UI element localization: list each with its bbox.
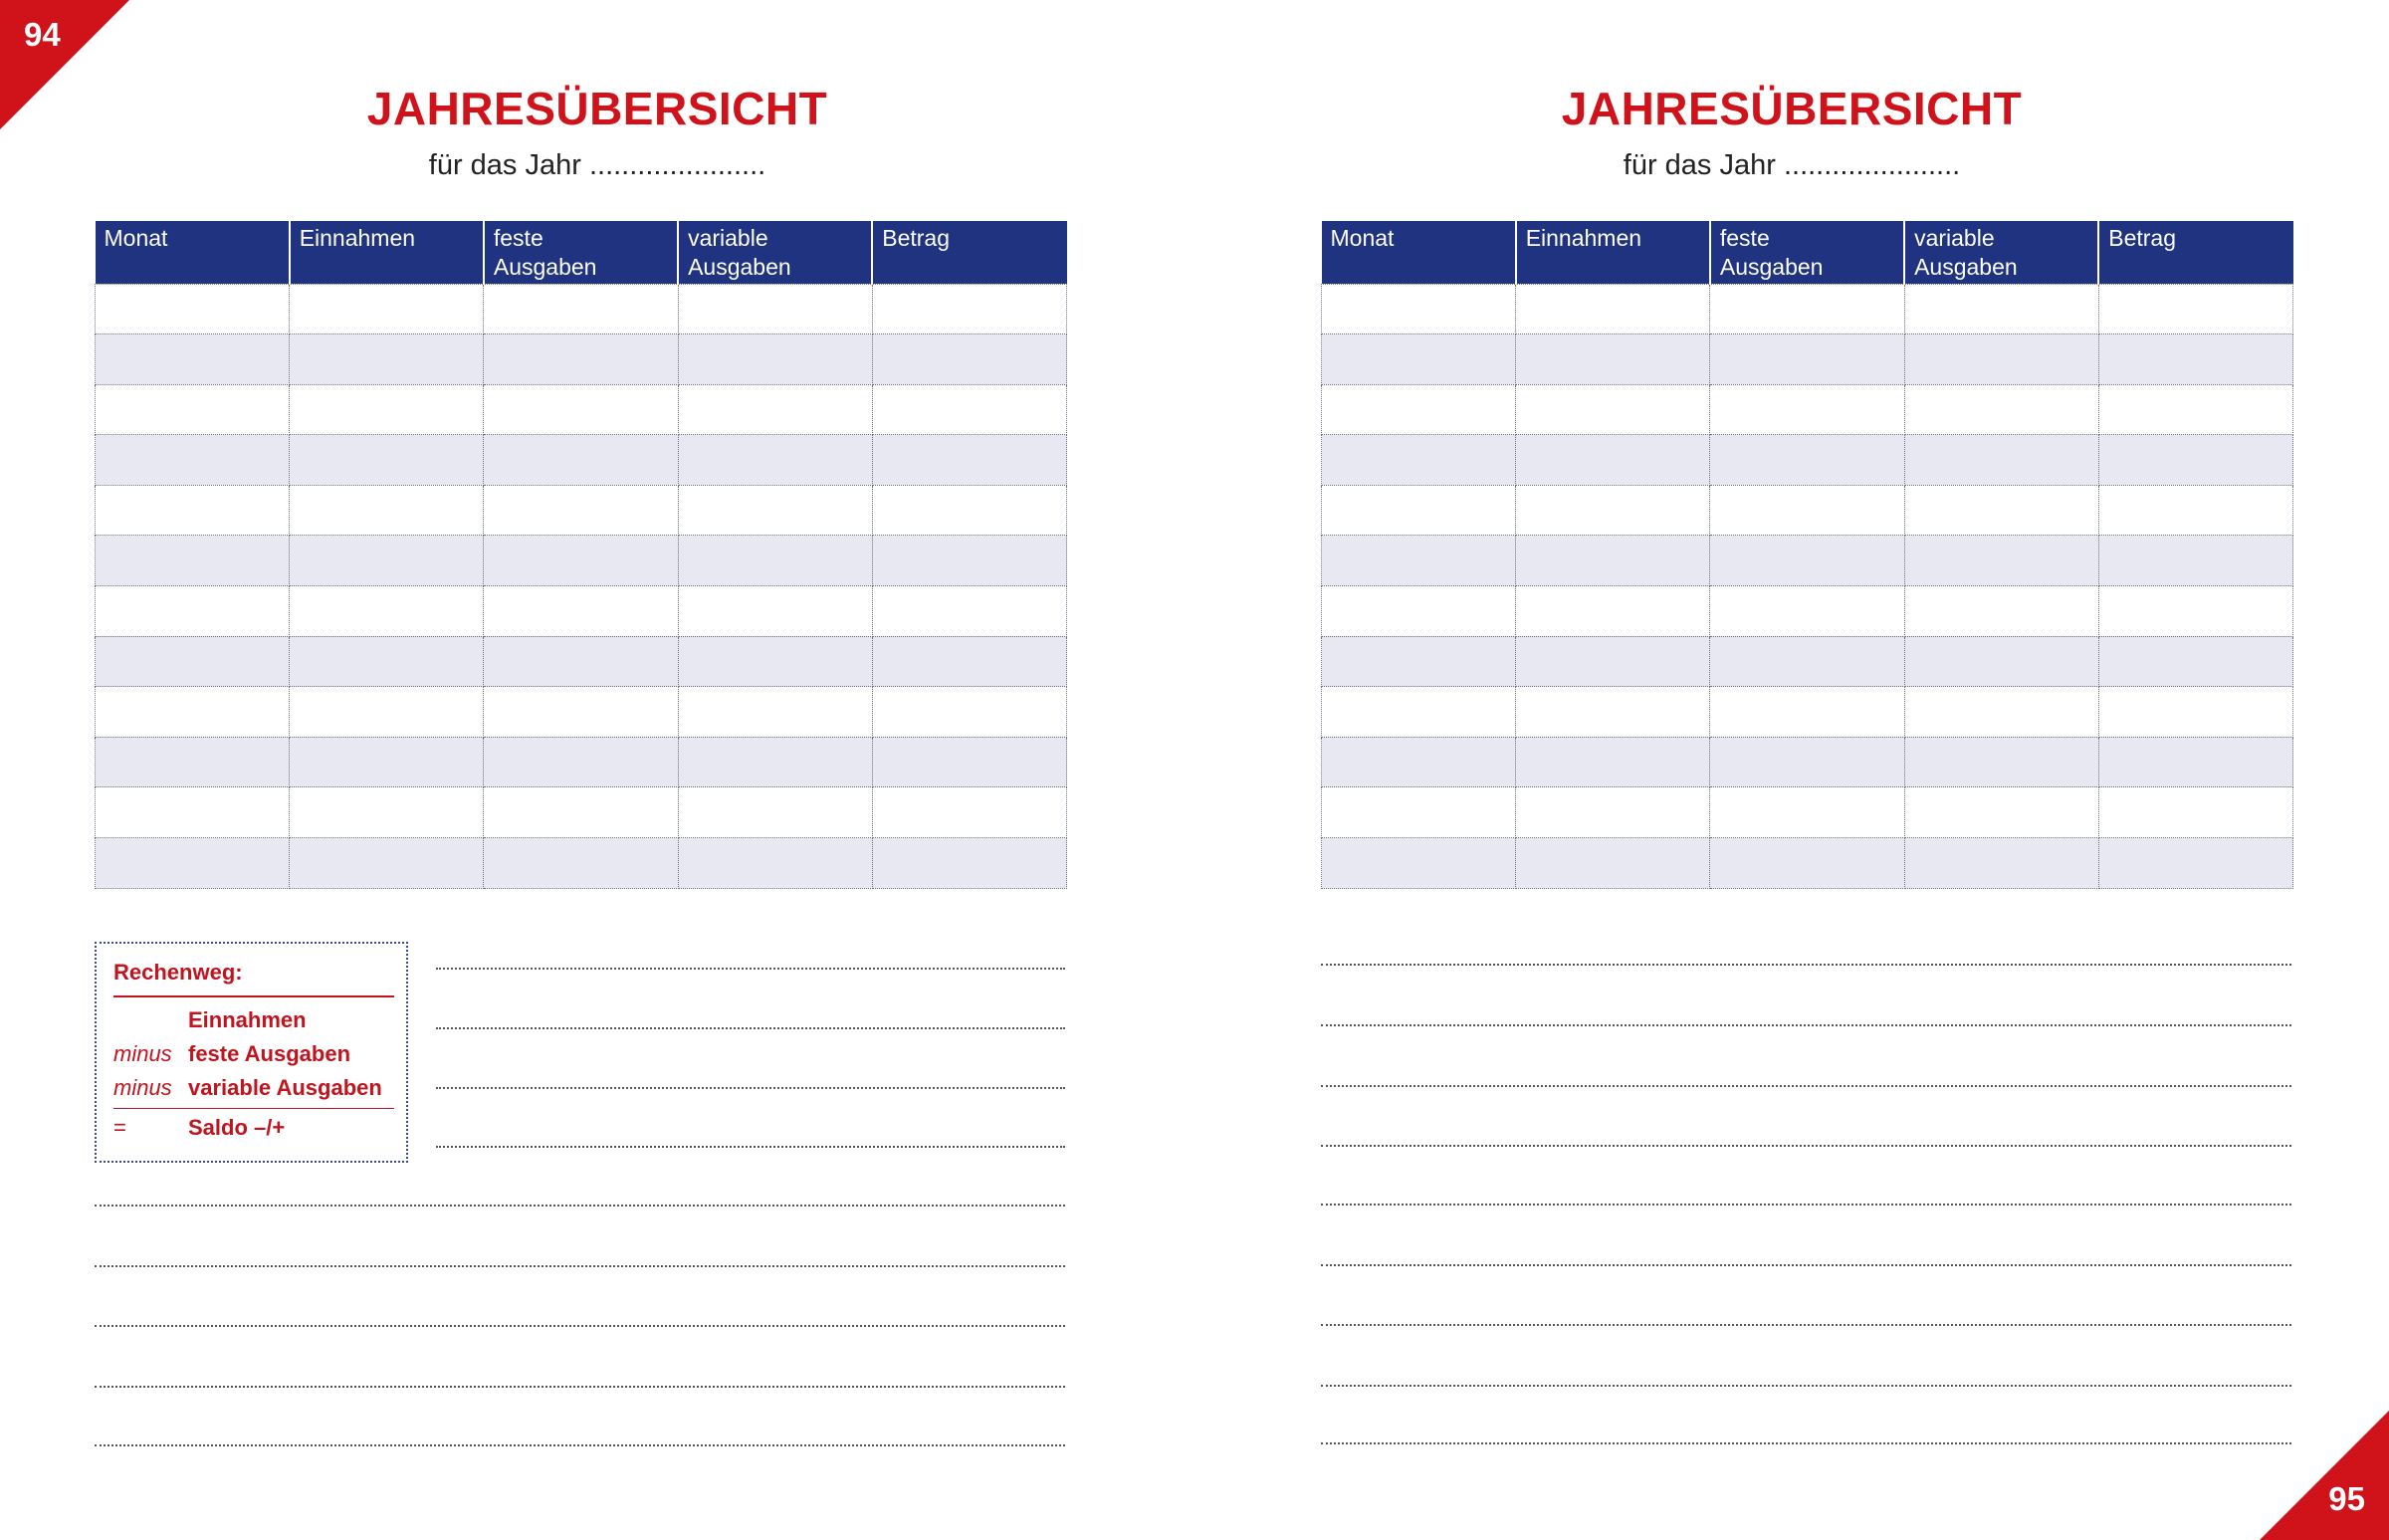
table-row — [96, 838, 1067, 889]
writing-line[interactable] — [436, 1087, 1065, 1089]
table-cell[interactable] — [96, 435, 290, 486]
table-cell[interactable] — [96, 586, 290, 637]
writing-line[interactable] — [1321, 1024, 2291, 1026]
table-cell[interactable] — [678, 586, 872, 637]
table-row — [1322, 787, 2293, 838]
table-cell[interactable] — [1516, 334, 1710, 385]
page-title: JAHRESÜBERSICHT — [366, 83, 828, 134]
table-cell[interactable] — [290, 737, 484, 787]
table-cell[interactable] — [484, 536, 678, 586]
year-subtitle: für das Jahr ...................... — [1623, 149, 1961, 181]
table-cell[interactable] — [96, 284, 290, 334]
calculation-operator: minus — [113, 1041, 172, 1066]
table-cell[interactable] — [872, 384, 1066, 435]
table-cell[interactable] — [872, 737, 1066, 787]
table-cell[interactable] — [1710, 636, 1904, 687]
table-cell[interactable] — [290, 334, 484, 385]
table-cell[interactable] — [290, 536, 484, 586]
table-row — [1322, 384, 2293, 435]
table-cell[interactable] — [2098, 435, 2292, 486]
header-variable-expenses: variable Ausgaben — [678, 221, 872, 284]
table-cell[interactable] — [1322, 334, 1516, 385]
table-cell[interactable] — [1904, 485, 2098, 536]
table-row — [96, 284, 1067, 334]
header-income: Einnahmen — [290, 221, 484, 284]
table-cell[interactable] — [1516, 636, 1710, 687]
table-cell[interactable] — [2098, 586, 2292, 637]
calculation-term: Einnahmen — [188, 1007, 307, 1032]
writing-line[interactable] — [1321, 964, 2291, 966]
table-cell[interactable] — [484, 485, 678, 536]
table-cell[interactable] — [2098, 838, 2292, 889]
calculation-term: Saldo –/+ — [188, 1115, 286, 1140]
writing-line[interactable] — [436, 1146, 1065, 1148]
table-cell[interactable] — [872, 284, 1066, 334]
header-month: Monat — [1322, 221, 1516, 284]
table-cell[interactable] — [872, 687, 1066, 738]
table-cell[interactable] — [1322, 838, 1516, 889]
table-cell[interactable] — [290, 485, 484, 536]
table-cell[interactable] — [96, 737, 290, 787]
table-header-row — [1322, 221, 2293, 284]
table-cell[interactable] — [1710, 586, 1904, 637]
table-cell[interactable] — [872, 787, 1066, 838]
table-cell[interactable] — [1322, 384, 1516, 435]
table-cell[interactable] — [1322, 687, 1516, 738]
table-cell[interactable] — [1322, 284, 1516, 334]
table-row — [96, 485, 1067, 536]
table-cell[interactable] — [872, 485, 1066, 536]
table-cell[interactable] — [484, 787, 678, 838]
table-cell[interactable] — [872, 334, 1066, 385]
table-cell[interactable] — [484, 687, 678, 738]
writing-line[interactable] — [1321, 1085, 2291, 1087]
table-row — [1322, 737, 2293, 787]
table-cell[interactable] — [290, 687, 484, 738]
calculation-term: feste Ausgaben — [188, 1041, 351, 1066]
table-cell[interactable] — [1710, 284, 1904, 334]
table-cell[interactable] — [678, 284, 872, 334]
table-row — [1322, 334, 2293, 385]
table-cell[interactable] — [1904, 838, 2098, 889]
table-cell[interactable] — [1516, 687, 1710, 738]
table-cell[interactable] — [1516, 737, 1710, 787]
table-cell[interactable] — [1710, 485, 1904, 536]
table-cell[interactable] — [96, 485, 290, 536]
table-row — [96, 687, 1067, 738]
table-body — [1322, 284, 2293, 888]
table-cell[interactable] — [678, 384, 872, 435]
table-cell[interactable] — [678, 485, 872, 536]
table-row — [96, 536, 1067, 586]
table-cell[interactable] — [1904, 586, 2098, 637]
writing-line[interactable] — [436, 968, 1065, 970]
page-corner-marker — [2260, 1411, 2389, 1540]
table-cell[interactable] — [2098, 787, 2292, 838]
table-cell[interactable] — [678, 435, 872, 486]
calculation-divider — [113, 1108, 394, 1109]
header-amount: Betrag — [872, 221, 1066, 284]
table-row — [1322, 838, 2293, 889]
table-cell[interactable] — [1322, 485, 1516, 536]
writing-line[interactable] — [95, 1444, 1065, 1446]
header-variable-expenses: variable Ausgaben — [1904, 221, 2098, 284]
table-cell[interactable] — [1710, 536, 1904, 586]
table-cell[interactable] — [484, 737, 678, 787]
header-amount: Betrag — [2098, 221, 2292, 284]
writing-line[interactable] — [1321, 1442, 2291, 1444]
table-cell[interactable] — [2098, 737, 2292, 787]
table-row — [96, 586, 1067, 637]
table-cell[interactable] — [96, 384, 290, 435]
calculation-term: variable Ausgaben — [188, 1075, 382, 1100]
table-cell[interactable] — [1322, 636, 1516, 687]
table-cell[interactable] — [1904, 737, 2098, 787]
page-title: JAHRESÜBERSICHT — [1561, 83, 2023, 134]
table-cell[interactable] — [1904, 787, 2098, 838]
table-cell[interactable] — [1904, 284, 2098, 334]
left-page — [0, 0, 1194, 1540]
table-cell[interactable] — [96, 536, 290, 586]
writing-line[interactable] — [1321, 1324, 2291, 1326]
table-cell[interactable] — [1516, 838, 1710, 889]
writing-line[interactable] — [95, 1325, 1065, 1327]
table-cell[interactable] — [678, 737, 872, 787]
table-cell[interactable] — [678, 334, 872, 385]
table-cell[interactable] — [1904, 384, 2098, 435]
writing-line[interactable] — [1321, 1204, 2291, 1206]
table-cell[interactable] — [96, 636, 290, 687]
table-cell[interactable] — [1322, 435, 1516, 486]
table-row — [1322, 687, 2293, 738]
table-cell[interactable] — [678, 687, 872, 738]
calculation-operator: = — [113, 1115, 126, 1140]
table-cell[interactable] — [484, 334, 678, 385]
table-cell[interactable] — [1516, 284, 1710, 334]
table-cell[interactable] — [678, 838, 872, 889]
table-cell[interactable] — [2098, 384, 2292, 435]
table-cell[interactable] — [96, 787, 290, 838]
table-row — [96, 737, 1067, 787]
table-row — [1322, 435, 2293, 486]
table-cell[interactable] — [2098, 536, 2292, 586]
table-row — [96, 384, 1067, 435]
table-cell[interactable] — [1710, 334, 1904, 385]
page-number: 94 — [24, 16, 61, 53]
table-row — [1322, 284, 2293, 334]
table-row — [96, 787, 1067, 838]
table-cell[interactable] — [1710, 384, 1904, 435]
table-cell[interactable] — [872, 838, 1066, 889]
table-cell[interactable] — [290, 284, 484, 334]
table-cell[interactable] — [872, 435, 1066, 486]
table-cell[interactable] — [484, 586, 678, 637]
writing-line[interactable] — [1321, 1145, 2291, 1147]
calculation-box — [95, 942, 408, 1163]
table-cell[interactable] — [678, 536, 872, 586]
table-cell[interactable] — [484, 384, 678, 435]
table-cell[interactable] — [290, 787, 484, 838]
writing-line[interactable] — [1321, 1385, 2291, 1387]
table-cell[interactable] — [1904, 334, 2098, 385]
table-cell[interactable] — [1710, 737, 1904, 787]
year-subtitle: für das Jahr ...................... — [428, 149, 766, 181]
table-cell[interactable] — [2098, 284, 2292, 334]
table-body — [96, 284, 1067, 888]
table-cell[interactable] — [290, 435, 484, 486]
table-cell[interactable] — [2098, 485, 2292, 536]
table-cell[interactable] — [290, 838, 484, 889]
table-cell[interactable] — [96, 334, 290, 385]
writing-line[interactable] — [95, 1265, 1065, 1267]
calculation-operator: minus — [113, 1075, 172, 1100]
table-cell[interactable] — [290, 384, 484, 435]
table-cell[interactable] — [1516, 787, 1710, 838]
table-cell[interactable] — [484, 838, 678, 889]
table-cell[interactable] — [1322, 737, 1516, 787]
table-cell[interactable] — [1516, 485, 1710, 536]
table-cell[interactable] — [1516, 536, 1710, 586]
table-cell[interactable] — [1710, 787, 1904, 838]
writing-line[interactable] — [95, 1205, 1065, 1207]
table-cell[interactable] — [1904, 636, 2098, 687]
table-cell[interactable] — [484, 435, 678, 486]
table-cell[interactable] — [678, 787, 872, 838]
table-cell[interactable] — [1710, 435, 1904, 486]
table-row — [1322, 536, 2293, 586]
table-row — [96, 435, 1067, 486]
table-header-row — [96, 221, 1067, 284]
table-cell[interactable] — [1322, 586, 1516, 637]
table-cell[interactable] — [2098, 636, 2292, 687]
table-cell[interactable] — [872, 636, 1066, 687]
table-cell[interactable] — [1710, 687, 1904, 738]
table-cell[interactable] — [678, 636, 872, 687]
table-row — [1322, 485, 2293, 536]
table-cell[interactable] — [484, 284, 678, 334]
right-page — [1194, 0, 2389, 1540]
table-cell[interactable] — [1904, 435, 2098, 486]
table-cell[interactable] — [1904, 687, 2098, 738]
table-row — [1322, 586, 2293, 637]
header-month: Monat — [96, 221, 290, 284]
calculation-row — [113, 1003, 394, 1037]
table-cell[interactable] — [1710, 838, 1904, 889]
calculation-result-row — [113, 1111, 394, 1145]
calculation-row — [113, 1071, 394, 1105]
annual-overview-table — [1321, 221, 2293, 889]
table-cell[interactable] — [96, 838, 290, 889]
table-cell[interactable] — [290, 586, 484, 637]
table-row — [96, 636, 1067, 687]
table-cell[interactable] — [1904, 536, 2098, 586]
table-row — [96, 334, 1067, 385]
header-income: Einnahmen — [1516, 221, 1710, 284]
calculation-operator — [113, 1003, 188, 1037]
calculation-row — [113, 1037, 394, 1071]
table-cell[interactable] — [1516, 435, 1710, 486]
table-cell[interactable] — [484, 636, 678, 687]
writing-line[interactable] — [436, 1027, 1065, 1029]
table-cell[interactable] — [1516, 586, 1710, 637]
table-cell[interactable] — [1322, 787, 1516, 838]
table-cell[interactable] — [96, 687, 290, 738]
writing-line[interactable] — [95, 1386, 1065, 1388]
calculation-title: Rechenweg: — [113, 960, 394, 997]
table-cell[interactable] — [2098, 687, 2292, 738]
table-cell[interactable] — [2098, 334, 2292, 385]
table-cell[interactable] — [1322, 536, 1516, 586]
header-fixed-expenses: feste Ausgaben — [1710, 221, 1904, 284]
table-cell[interactable] — [290, 636, 484, 687]
table-cell[interactable] — [872, 536, 1066, 586]
table-cell[interactable] — [1516, 384, 1710, 435]
table-cell[interactable] — [872, 586, 1066, 637]
header-fixed-expenses: feste Ausgaben — [484, 221, 678, 284]
annual-overview-table — [95, 221, 1067, 889]
writing-line[interactable] — [1321, 1264, 2291, 1266]
table-row — [1322, 636, 2293, 687]
page-number: 95 — [2328, 1480, 2365, 1517]
